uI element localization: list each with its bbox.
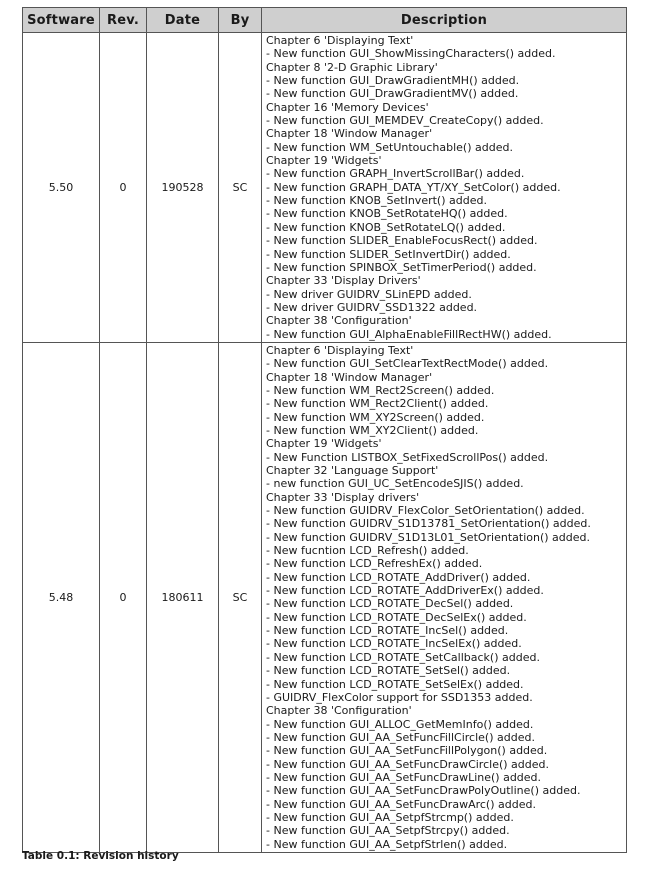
- description-line: Chapter 6 'Displaying Text': [266, 34, 414, 47]
- cell-by: SC: [219, 342, 262, 852]
- cell-software: 5.50: [23, 33, 100, 343]
- description-line: Chapter 33 'Display Drivers': [266, 274, 421, 288]
- description-line: - New driver GUIDRV_SLinEPD added.: [266, 287, 472, 301]
- table-header-row: [23, 8, 627, 33]
- description-line: - New function KNOB_SetRotateHQ() added.: [266, 207, 508, 221]
- description-line: Chapter 16 'Memory Devices': [266, 100, 429, 114]
- cell-software: 5.48: [23, 342, 100, 852]
- header-description: Description: [262, 8, 627, 33]
- description-line: - New function LCD_ROTATE_IncSel() added.: [266, 624, 509, 638]
- description-line: - New function GUI_DrawGradientMV() added.: [266, 87, 519, 101]
- description-line: - New function GUIDRV_FlexColor_SetOrientation() added.: [266, 504, 585, 518]
- description-line: - New function GUI_AA_SetFuncDrawPolyOutline() added.: [266, 784, 581, 798]
- description-line: Chapter 8 '2-D Graphic Library': [266, 60, 438, 74]
- description-line: - New function LCD_ROTATE_IncSelEx() added.: [266, 637, 522, 651]
- description-line: - New function GUI_AA_SetFuncDrawArc() added.: [266, 797, 536, 811]
- description-line: - New function LCD_ROTATE_DecSelEx() added.: [266, 610, 527, 624]
- description-line: Chapter 18 'Window Manager': [266, 127, 433, 141]
- description-line: - New function LCD_RefreshEx() added.: [266, 557, 483, 571]
- header-software: Software: [23, 8, 100, 33]
- description-line: - New function SLIDER_EnableFocusRect() added.: [266, 234, 538, 248]
- cell-rev: 0: [100, 33, 147, 343]
- description-line: - New function SLIDER_SetInvertDir() added.: [266, 247, 511, 261]
- description-line: - New fucntion LCD_Refresh() added.: [266, 544, 469, 558]
- cell-description: [262, 342, 627, 852]
- description-line: Chapter 19 'Widgets': [266, 154, 382, 168]
- description-line: - New function GUI_AA_SetpfStrlen() added.: [266, 837, 508, 851]
- description-line: - New function GUIDRV_S1D13L01_SetOrientation() added.: [266, 530, 591, 544]
- description-line: - New function LCD_ROTATE_AddDriver() added.: [266, 570, 531, 584]
- description-line: - New function LCD_ROTATE_AddDriverEx() added.: [266, 584, 544, 598]
- description-line: Chapter 6 'Displaying Text': [266, 343, 414, 357]
- description-line: - New function GUI_AA_SetFuncFillCircle() added.: [266, 730, 535, 744]
- header-date: Date: [147, 8, 219, 33]
- description-line: Chapter 19 'Widgets': [266, 437, 382, 451]
- table-row: [23, 342, 627, 852]
- description-line: - New Function LISTBOX_SetFixedScrollPos() added.: [266, 450, 549, 464]
- description-line: - New driver GUIDRV_SSD1322 added.: [266, 300, 478, 314]
- description-line: - New function LCD_ROTATE_SetCallback() added.: [266, 650, 540, 664]
- description-line: Chapter 32 'Language Support': [266, 464, 439, 477]
- description-line: Chapter 38 'Configuration': [266, 314, 412, 328]
- description-line: Chapter 18 'Window Manager': [266, 370, 433, 384]
- description-line: - New function GRAPH_InvertScrollBar() added.: [266, 167, 525, 181]
- description-line: - new function GUI_UC_SetEncodeSJIS() added.: [266, 477, 524, 491]
- table-row: [23, 33, 627, 343]
- cell-rev: 0: [100, 342, 147, 852]
- description-line: - New function WM_Rect2Screen() added.: [266, 383, 495, 397]
- description-line: - New function GUI_AA_SetFuncDrawCircle() added.: [266, 757, 549, 771]
- description-line: - New function WM_Rect2Client() added.: [266, 397, 489, 411]
- cell-date: 190528: [147, 33, 219, 343]
- description-line: - New function GUI_MEMDEV_CreateCopy() added.: [266, 114, 544, 128]
- description-line: - New function GUI_AA_SetpfStrcpy() added.: [266, 824, 510, 838]
- description-line: - New function GUI_DrawGradientMH() added.: [266, 74, 520, 88]
- description-line: - New function WM_XY2Screen() added.: [266, 410, 485, 424]
- description-line: - New function LCD_ROTATE_SetSelEx() added.: [266, 677, 524, 691]
- description-line: - New function WM_XY2Client() added.: [266, 423, 479, 437]
- description-line: - New function GUI_ShowMissingCharacters() added.: [266, 47, 556, 61]
- revision-history-table: [22, 7, 627, 853]
- description-line: - New function GUI_SetClearTextRectMode() added.: [266, 357, 549, 371]
- revision-history-table-container: [22, 7, 626, 853]
- description-line: - New function GUI_AA_SetFuncDrawLine() added.: [266, 770, 542, 784]
- description-line: Chapter 38 'Configuration': [266, 704, 412, 718]
- cell-description: [262, 33, 627, 343]
- description-line: - New function KNOB_SetInvert() added.: [266, 194, 487, 208]
- description-line: - New function GUI_AlphaEnableFillRectHW() added.: [266, 327, 552, 341]
- description-line: - New function GUI_AA_SetFuncFillPolygon() added.: [266, 744, 548, 758]
- description-line: - GUIDRV_FlexColor support for SSD1353 added.: [266, 690, 533, 704]
- description-line: - New function GRAPH_DATA_YT/XY_SetColor() added.: [266, 180, 561, 194]
- description-line: - New function KNOB_SetRotateLQ() added.: [266, 220, 506, 234]
- description-line: - New function GUI_ALLOC_GetMemInfo() added.: [266, 717, 534, 731]
- table-body: [23, 33, 627, 853]
- description-line: - New function WM_SetUntouchable() added.: [266, 140, 513, 154]
- table-caption: Table 0.1: Revision history: [22, 850, 179, 862]
- header-by: By: [219, 8, 262, 33]
- cell-date: 180611: [147, 342, 219, 852]
- description-line: - New function LCD_ROTATE_SetSel() added.: [266, 664, 511, 678]
- description-line: - New function GUIDRV_S1D13781_SetOrientation() added.: [266, 517, 591, 531]
- description-line: - New function LCD_ROTATE_DecSel() added.: [266, 597, 514, 611]
- description-line: - New function SPINBOX_SetTimerPeriod() added.: [266, 260, 537, 274]
- description-line: Chapter 33 'Display drivers': [266, 490, 420, 504]
- description-line: - New function GUI_AA_SetpfStrcmp() added.: [266, 810, 514, 824]
- cell-by: SC: [219, 33, 262, 343]
- header-rev: Rev.: [100, 8, 147, 33]
